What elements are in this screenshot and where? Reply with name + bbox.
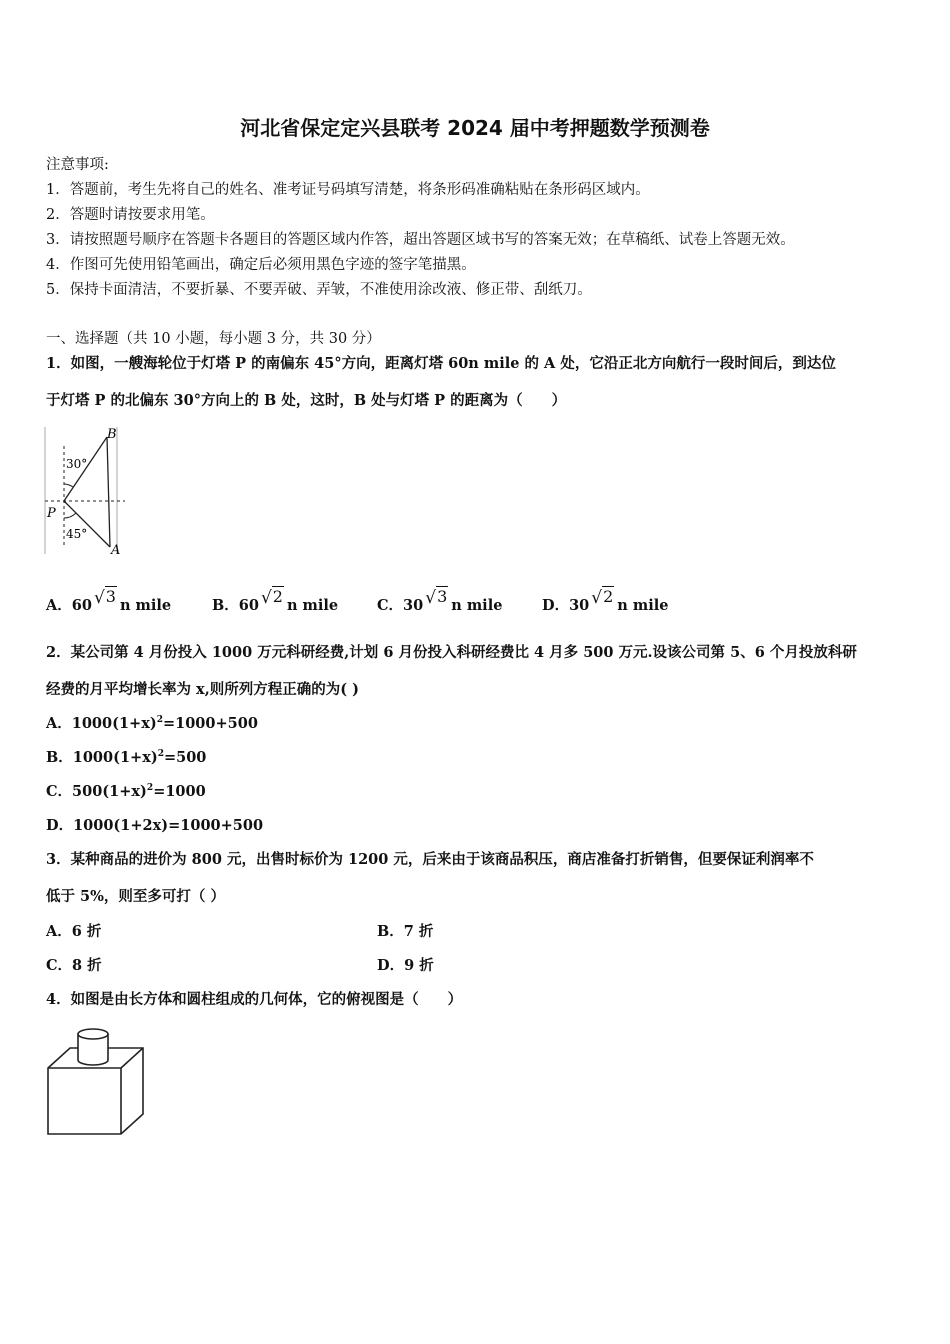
- q3-stem-line1: 3．某种商品的进价为 800 元，出售时标价为 1200 元，后来由于该商品积压，商店准备打折销售，但要保证利润率不: [46, 851, 814, 868]
- box-top-right-edge: [121, 1048, 143, 1068]
- q3-option-b[interactable]: B．7 折: [377, 923, 434, 940]
- page-title: 河北省保定定兴县联考 2024 届中考押题数学预测卷: [240, 116, 710, 140]
- q1-figure: [40, 424, 130, 560]
- label-p: P: [47, 506, 56, 521]
- label-b: B: [107, 427, 117, 442]
- q4-stem-line1: 4．如图是由长方体和圆柱组成的几何体，它的俯视图是（ ）: [46, 991, 463, 1008]
- angle-arc-top: [64, 484, 73, 487]
- note-item-4: 4．作图可先使用铅笔画出，确定后必须用黑色字迹的签字笔描黑。: [46, 257, 476, 273]
- angle-label-bottom: 45°: [66, 527, 88, 541]
- note-item-1: 1．答题前，考生先将自己的姓名、准考证号码填写清楚，将条形码准确粘贴在条形码区域内。: [46, 182, 650, 198]
- section-heading: 一、选择题（共 10 小题，每小题 3 分，共 30 分）: [46, 331, 381, 347]
- q1-option-c[interactable]: C．30 √3 n mile: [377, 587, 503, 614]
- q1-option-b[interactable]: B．60 √2 n mile: [212, 587, 339, 614]
- q2-stem-line2: 经费的月平均增长率为 x,则所列方程正确的为( ): [46, 681, 360, 698]
- angle-arc-bottom: [64, 513, 76, 518]
- q3-option-a[interactable]: A．6 折: [46, 923, 102, 940]
- q2-option-b[interactable]: B．$1000(1+x)^2=500$: [46, 749, 207, 766]
- segment-ab: [107, 437, 110, 547]
- q1-stem-line1: 1．如图，一艘海轮位于灯塔 P 的南偏东 45°方向，距离灯塔 60n mile 的 A 处，它沿正北方向航行一段时间后，到达位: [46, 355, 836, 372]
- q1-option-d[interactable]: D．30 √2 n mile: [542, 587, 669, 614]
- q2-stem-line1: 2．某公司第 4 月份投入 1000 万元科研经费,计划 6 月份投入科研经费比 4 月多 500 万元.设该公司第 5、6 个月投放科研: [46, 644, 857, 661]
- q2-option-c[interactable]: C．$500(1+x)^2=1000$: [46, 783, 206, 800]
- q2-option-a[interactable]: A．$1000(1+x)^2=1000+500$: [46, 715, 258, 732]
- notes-heading: 注意事项:: [46, 157, 109, 173]
- cylinder-bottom-arc: [78, 1060, 108, 1065]
- note-item-3: 3．请按照题号顺序在答题卡各题目的答题区域内作答，超出答题区域书写的答案无效；在草稿纸、试卷上答题无效。: [46, 232, 795, 248]
- cylinder-top-ellipse: [78, 1029, 108, 1039]
- angle-label-top: 30°: [66, 457, 88, 471]
- q1-option-a[interactable]: A．60 √3 n mile: [46, 587, 172, 614]
- q3-stem-line2: 低于 5%，则至多可打（ ）: [46, 888, 225, 905]
- q3-option-c[interactable]: C．8 折: [46, 957, 102, 974]
- note-item-5: 5．保持卡面清洁，不要折暴、不要弄破、弄皱，不准使用涂改液、修正带、刮纸刀。: [46, 282, 592, 298]
- q1-stem-line2: 于灯塔 P 的北偏东 30°方向上的 B 处，这时，B 处与灯塔 P 的距离为（ ）: [46, 392, 567, 409]
- label-a: A: [111, 543, 121, 558]
- q3-option-d[interactable]: D．9 折: [377, 957, 434, 974]
- note-item-2: 2．答题时请按要求用笔。: [46, 207, 215, 223]
- q2-option-d[interactable]: D．1000(1+2x)=1000+500: [46, 817, 264, 834]
- q4-figure: [40, 1022, 152, 1138]
